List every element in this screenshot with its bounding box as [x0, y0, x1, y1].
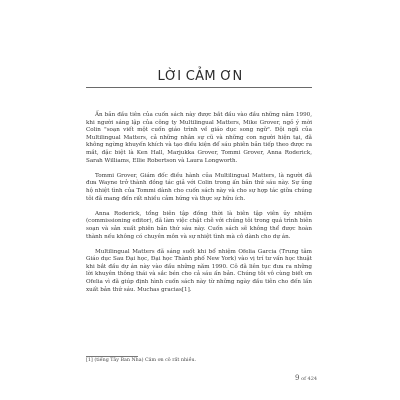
- paragraph: Anna Roderick, tổng biên tập đồng thời là biên tập viên ủy nhiệm (commissioning editor), đã làm việc chặt chẽ với chúng tôi trong quá trình biên soạn và sản xuất phiên bản thứ sáu này. Cuốn sách sẽ không thể được hoàn thành nếu không có chuyên môn và sự nhiệt tình mà cô dành cho dự án.: [86, 210, 312, 240]
- title-divider: [86, 87, 312, 88]
- page-title: LỜI CẢM ƠN: [157, 69, 243, 84]
- paragraph: Tommi Grover, Giám đốc điều hành của Multilingual Matters, là người đã đưa Wayne trở thành đồng tác giả với Colin trong ấn bản thứ sáu này. Sự ủng hộ nhiệt tình của Tommi dành cho cuốn sách này và cho sự hợp tác giữa chúng tôi đã mang đến rất nhiều cảm hứng và thực sự hữu ích.: [86, 172, 312, 202]
- paragraph: Multilingual Matters đã sáng suốt khi bổ nhiệm Ofelia Garcia (Trung tâm Giáo dục Sau Đại học, Đại học Thành phố New York) vào vị trí tư vấn học thuật khi bắt đầu dự án này vào đầu những năm 1990. Cô đã liên tục đưa ra những lời khuyên thông thái và sắc bén cho cả sáu ấn bản. Chúng tôi vô cùng biết ơn Ofelia vì đã giúp định hình cuốn sách này từ những ngày đầu tiên cho đến lần xuất bản thứ sáu. Muchas gracias[1].: [86, 248, 312, 293]
- footnote: [1] (tiếng Tây Ban Nha) Cảm ơn cô rất nhiều.: [86, 358, 197, 363]
- page-number: [295, 374, 317, 382]
- footnote-divider: [86, 356, 138, 357]
- body-text: [86, 112, 312, 302]
- page-number-suffix: of 424: [301, 376, 318, 382]
- paragraph: Ấn bản đầu tiên của cuốn sách này được bắt đầu vào đầu những năm 1990, khi người sáng lập của công ty Multilingual Matters, Mike Grover, ngỏ ý mời Colin "soạn viết một cuốn giáo trình về giáo dục song ngữ". Đội ngũ của Multilingual Matters, cả những nhân sự cũ và những con người hiện tại, đã không ngừng khuyến khích và tạo điều kiện để sáu phiên bản tiếp theo được ra mắt, đặc biệt là Ken Hall, Marjukka Grover, Tommi Grover, Anna Roderick, Sarah Williams, Ellie Robertson và Laura Longworth.: [86, 112, 312, 164]
- page-number-main: 9: [295, 374, 300, 382]
